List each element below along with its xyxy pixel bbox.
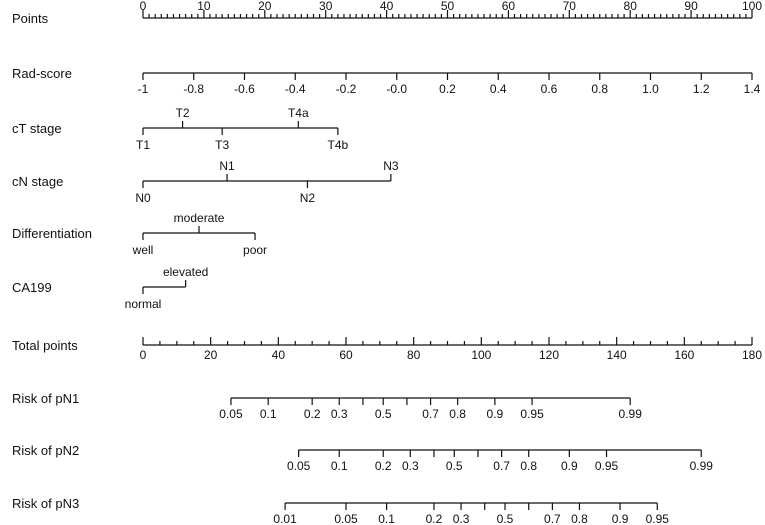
points-tick-label: 60 xyxy=(501,0,516,13)
ca199-category-label: elevated xyxy=(162,265,209,279)
risk-pn1-tick-label: 0.2 xyxy=(303,407,321,421)
ct-stage-category-label: T2 xyxy=(175,106,190,120)
rad-score-row-label: Rad-score xyxy=(12,66,72,81)
total-points-row-label: Total points xyxy=(12,338,78,353)
total-points-tick-label: 40 xyxy=(271,348,286,362)
ca199-row-label: CA199 xyxy=(12,280,52,295)
risk-pn1-row-label: Risk of pN1 xyxy=(12,391,80,406)
risk-pn1-tick-label: 0.95 xyxy=(520,407,544,421)
risk-pn2-tick-label: 0.3 xyxy=(401,459,419,473)
differentiation-category-label: well xyxy=(132,243,154,257)
risk-pn1-tick-label: 0.3 xyxy=(330,407,348,421)
risk-pn1-tick-label: 0.05 xyxy=(219,407,243,421)
total-points-tick-label: 20 xyxy=(203,348,218,362)
risk-pn3-tick-label: 0.1 xyxy=(378,512,395,525)
risk-pn3-row-label: Risk of pN3 xyxy=(12,496,80,511)
rad-score-tick-label: 0.2 xyxy=(439,82,456,96)
points-tick-label: 20 xyxy=(258,0,272,13)
points-row-label: Points xyxy=(12,11,49,26)
cn-stage-category-label: N2 xyxy=(299,191,316,205)
risk-pn2-tick-label: 0.95 xyxy=(594,459,619,473)
points-tick-label: 0 xyxy=(139,0,147,13)
risk-pn2-tick-label: 0.99 xyxy=(689,459,713,473)
rad-score-tick-label: -0.2 xyxy=(335,82,357,96)
rad-score-tick-label: 0.6 xyxy=(540,82,558,96)
risk-pn1-tick-label: 0.1 xyxy=(259,407,277,421)
risk-pn3-tick-label: 0.2 xyxy=(425,512,443,525)
risk-pn3-tick-label: 0.9 xyxy=(611,512,629,525)
differentiation-category-label: moderate xyxy=(173,211,225,225)
ca199-category-label: normal xyxy=(124,297,162,311)
total-points-tick-label: 100 xyxy=(471,348,492,362)
total-points-tick-label: 120 xyxy=(538,348,560,362)
risk-pn2-tick-label: 0.5 xyxy=(445,459,463,473)
ct-stage-category-label: T1 xyxy=(135,138,151,152)
risk-pn2-tick-label: 0.7 xyxy=(493,459,510,473)
risk-pn3-tick-label: 0.7 xyxy=(544,512,561,525)
points-tick-label: 90 xyxy=(684,0,698,13)
ct-stage-category-label: T3 xyxy=(215,138,230,152)
total-points-tick-label: 160 xyxy=(674,348,695,362)
risk-pn2-tick-label: 0.8 xyxy=(520,459,538,473)
total-points-tick-label: 0 xyxy=(139,348,147,362)
cn-stage-category-label: N1 xyxy=(219,159,235,173)
differentiation-category-label: poor xyxy=(243,243,268,257)
cn-stage-category-label: N0 xyxy=(135,191,151,205)
risk-pn2-row-label: Risk of pN2 xyxy=(12,443,80,458)
cn-stage-row-label: cN stage xyxy=(12,174,64,189)
rad-score-tick-label: 0.4 xyxy=(489,82,507,96)
points-tick-label: 30 xyxy=(319,0,333,13)
risk-pn3-tick-label: 0.95 xyxy=(645,512,669,525)
risk-pn3-tick-label: 0.01 xyxy=(273,512,297,525)
rad-score-tick-label: 1.0 xyxy=(642,82,659,96)
risk-pn3-tick-label: 0.8 xyxy=(571,512,588,525)
total-points-tick-label: 60 xyxy=(339,348,353,362)
differentiation-row-label: Differentiation xyxy=(12,226,92,241)
risk-pn1-tick-label: 0.8 xyxy=(449,407,466,421)
risk-pn3-tick-label: 0.5 xyxy=(496,512,514,525)
risk-pn3-tick-label: 0.05 xyxy=(334,512,358,525)
rad-score-tick-label: 1.2 xyxy=(692,82,710,96)
rad-score-tick-label: 0.8 xyxy=(591,82,609,96)
total-points-tick-label: 140 xyxy=(606,348,627,362)
rad-score-tick-label: -0.4 xyxy=(284,82,306,96)
risk-pn2-tick-label: 0.2 xyxy=(374,459,392,473)
points-tick-label: 10 xyxy=(197,0,211,13)
cn-stage-category-label: N3 xyxy=(383,159,399,173)
risk-pn1-tick-label: 0.5 xyxy=(374,407,392,421)
ct-stage-category-label: T4a xyxy=(287,106,309,120)
points-tick-label: 40 xyxy=(379,0,394,13)
risk-pn2-tick-label: 0.9 xyxy=(560,459,578,473)
risk-pn2-tick-label: 0.05 xyxy=(286,459,311,473)
total-points-tick-label: 80 xyxy=(406,348,421,362)
rad-score-tick-label: -0.8 xyxy=(183,82,205,96)
points-tick-label: 100 xyxy=(741,0,763,13)
rad-score-tick-label: 1.4 xyxy=(743,82,761,96)
rad-score-tick-label: -0.6 xyxy=(234,82,255,96)
nomogram-rows xyxy=(12,0,762,525)
rad-score-tick-label: -0.0 xyxy=(386,82,408,96)
points-tick-label: 80 xyxy=(623,0,637,13)
risk-pn1-tick-label: 0.99 xyxy=(618,407,642,421)
ct-stage-row-label: cT stage xyxy=(12,121,62,136)
points-tick-label: 50 xyxy=(440,0,455,13)
risk-pn3-tick-label: 0.3 xyxy=(452,512,470,525)
ct-stage-category-label: T4b xyxy=(327,138,349,152)
risk-pn2-tick-label: 0.1 xyxy=(330,459,348,473)
risk-pn1-tick-label: 0.7 xyxy=(422,407,439,421)
risk-pn1-tick-label: 0.9 xyxy=(486,407,504,421)
total-points-tick-label: 180 xyxy=(741,348,763,362)
points-tick-label: 70 xyxy=(562,0,576,13)
rad-score-tick-label: -1 xyxy=(137,82,149,96)
